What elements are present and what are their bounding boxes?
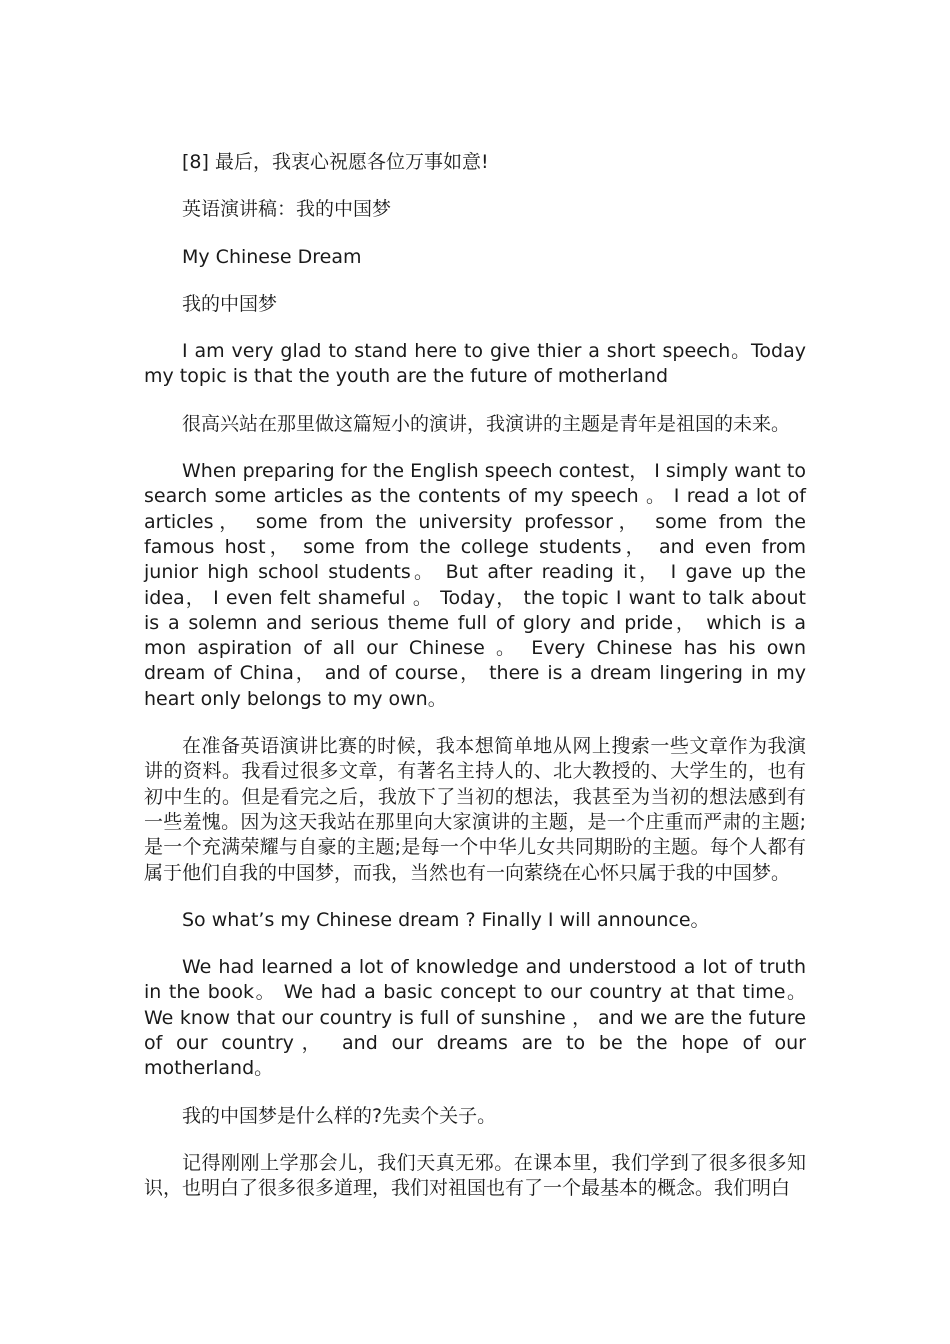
memory-paragraph-cn: 记得刚刚上学那会儿，我们天真无邪。在课本里，我们学到了很多很多知识，也明白了很多很多道理，我们对祖国也有了一个最基本的概念。我们明白 (144, 1151, 806, 1200)
speech-title-cn: 我的中国梦 (182, 292, 278, 315)
speech-title-en: My Chinese Dream (182, 245, 362, 268)
intro-paragraph-cn: 很高兴站在那里做这篇短小的演讲，我演讲的主题是青年是祖国的未来。 (182, 412, 791, 435)
intro-paragraph-en: I am very glad to stand here to give thier a short speech。Today my topic is that the youth are the future of motherland (144, 340, 806, 388)
knowledge-paragraph-en: We had learned a lot of knowledge and understood a lot of truth in the book。 We had a basic concept to our country at that time。 We know that our country is full of sunshine ， and we are the future of our country， and our dreams are to be the hope of our motherland。 (144, 956, 806, 1080)
preparation-paragraph-cn: 在准备英语演讲比赛的时候，我本想简单地从网上搜索一些文章作为我演讲的资料。我看过很多文章，有著名主持人的、北大教授的、大学生的，也有初中生的。但是看完之后，我放下了当初的想法，我甚至为当初的想法感到有一些羞愧。因为这天我站在那里向大家演讲的主题，是一个庄重而严肃的主题;是一个充满荣耀与自豪的主题;是每一个中华儿女共同期盼的主题。每个人都有属于他们自我的中国梦，而我，当然也有一向萦绕在心怀只属于我的中国梦。 (144, 735, 806, 884)
preparation-paragraph-en: When preparing for the English speech contest， I simply want to search some articles as the contents of my speech 。 I read a lot of articles， some from the university professor， some from the famous host， some from the college students， and even from junior high school students。 But after reading it， I gave up the idea， I even felt shameful 。 Today， the topic I want to talk about is a solemn and serious theme full of glory and pride， which is a mon aspiration of all our Chinese 。 Every Chinese has his own dream of China， and of course， there is a dream lingering in my heart only belongs to my own。 (144, 460, 806, 710)
document-page (144, 150, 806, 1224)
question-paragraph-en: So what’s my Chinese dream ? Finally I will announce。 (182, 908, 710, 931)
question-paragraph-cn: 我的中国梦是什么样的?先卖个关子。 (182, 1104, 497, 1127)
section-heading-cn: 英语演讲稿：我的中国梦 (182, 198, 392, 221)
closing-wish-paragraph: [8] 最后，我衷心祝愿各位万事如意! (182, 151, 489, 173)
